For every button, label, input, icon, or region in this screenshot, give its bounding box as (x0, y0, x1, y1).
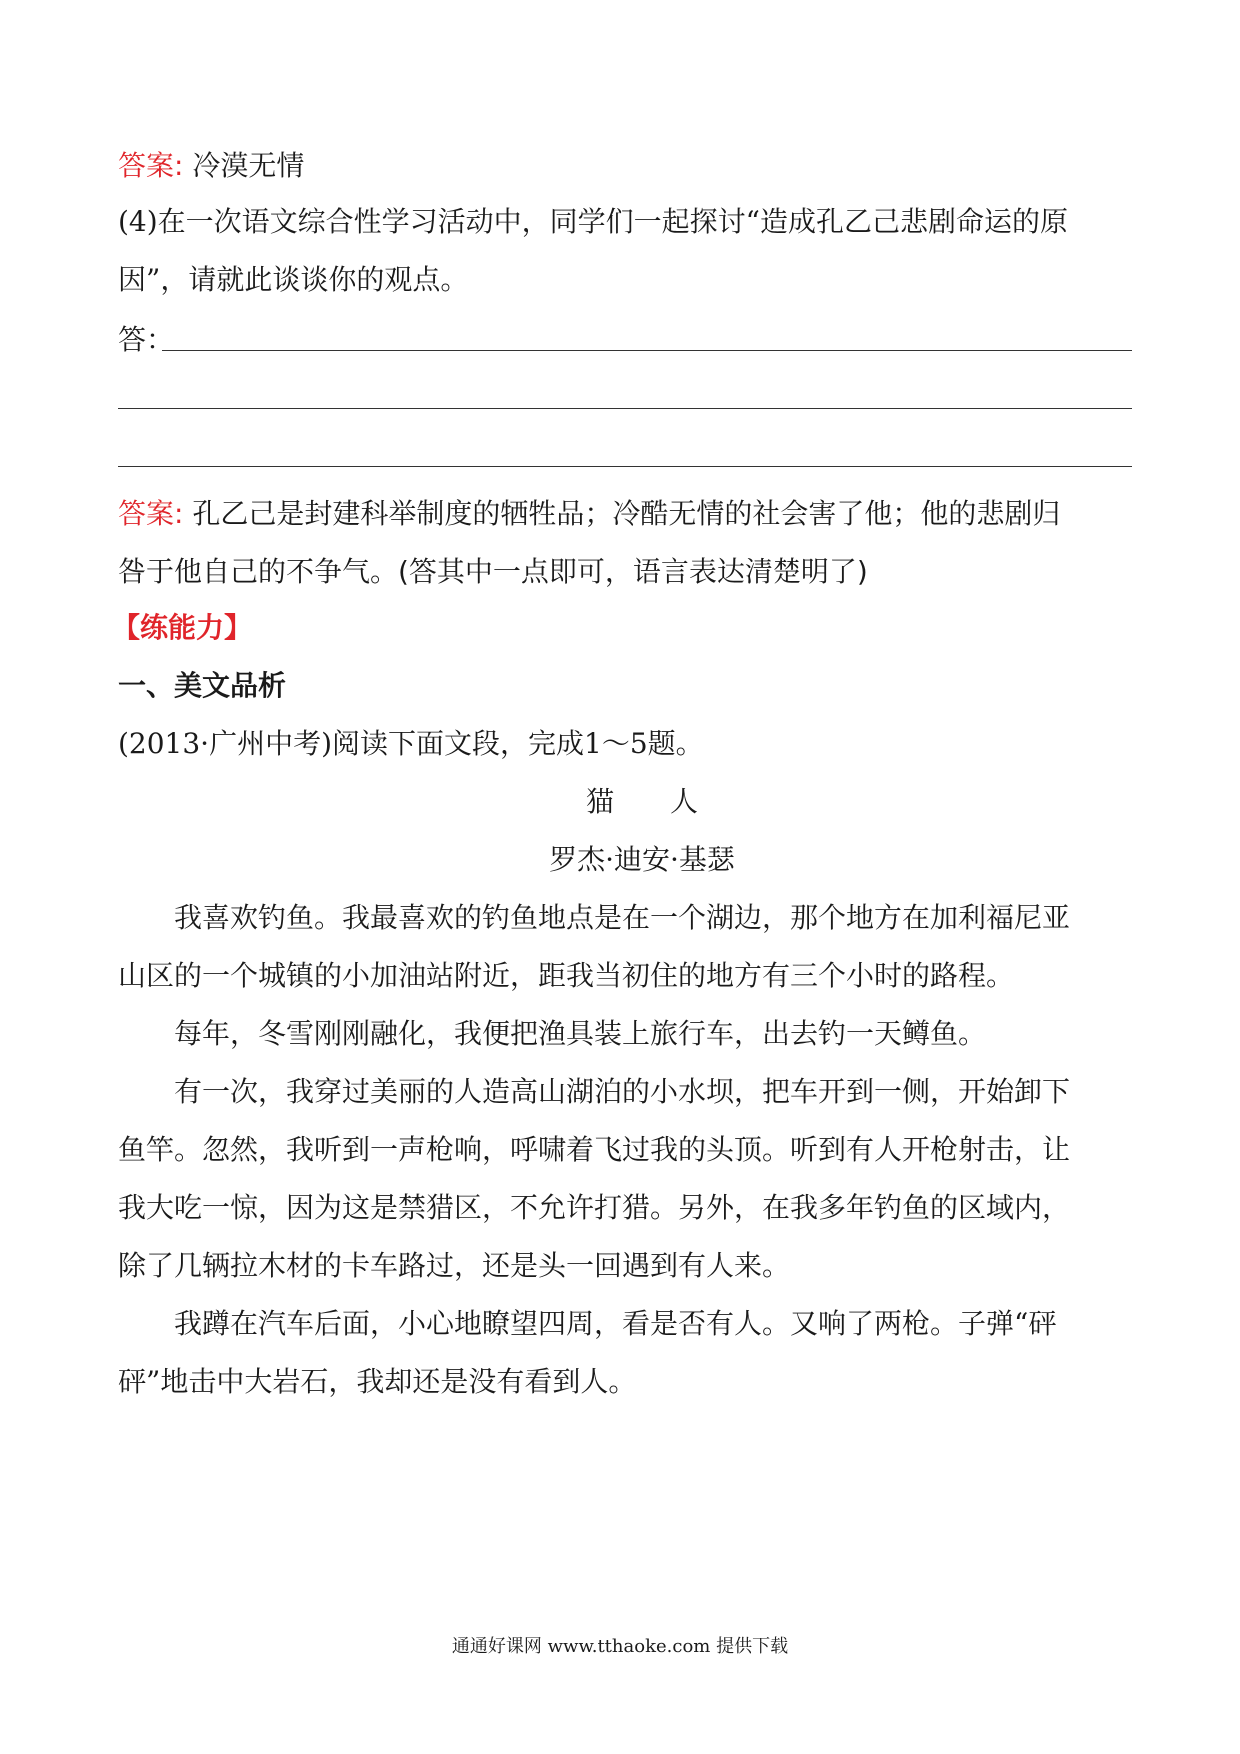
article-line: 山区的一个城镇的小加油站附近，距我当初住的地方有三个小时的路程。 (118, 959, 1015, 992)
answer-1 (118, 146, 1128, 186)
article-line: 我蹲在汽车后面，小心地瞭望四周，看是否有人。又响了两枪。子弹“砰 (174, 1307, 1057, 1340)
question-4-line-1: (4)在一次语文综合性学习活动中，同学们一起探讨“造成孔乙己悲剧命运的原 (118, 205, 1068, 238)
answer-blank-line-1[interactable] (162, 350, 1132, 351)
article-title: 猫 人 (585, 785, 698, 818)
article-line: 除了几辆拉木材的卡车路过，还是头一回遇到有人来。 (118, 1249, 791, 1282)
answer-prompt: 答： (118, 323, 175, 356)
answer-1-text: 冷漠无情 (192, 149, 305, 182)
answer-blank-line-2[interactable] (118, 408, 1132, 409)
answer-2-text-1: 孔乙己是封建科举制度的牺牲品；冷酷无情的社会害了他；他的悲剧归 (192, 497, 1061, 530)
article-line: 鱼竿。忽然，我听到一声枪响，呼啸着飞过我的头顶。听到有人开枪射击，让 (118, 1133, 1071, 1166)
article-author: 罗杰·迪安·基瑟 (549, 843, 735, 876)
article-line: 每年，冬雪刚刚融化，我便把渔具装上旅行车，出去钓一天鳟鱼。 (174, 1017, 987, 1050)
answer-2-line-2: 咎于他自己的不争气。(答其中一点即可，语言表达清楚明了) (118, 555, 868, 588)
answer-label: 答案: (118, 497, 184, 530)
section-practice-heading: 【练能力】 (112, 611, 253, 644)
answer-blank-line-3[interactable] (118, 466, 1132, 467)
article-line: 我喜欢钓鱼。我最喜欢的钓鱼地点是在一个湖边，那个地方在加利福尼亚 (174, 901, 1071, 934)
answer-label: 答案: (118, 149, 184, 182)
section-one-heading: 一、美文品析 (118, 669, 287, 702)
article-line: 有一次，我穿过美丽的人造高山湖泊的小水坝，把车开到一侧，开始卸下 (174, 1075, 1071, 1108)
article-line: 我大吃一惊，因为这是禁猎区，不允许打猎。另外，在我多年钓鱼的区域内， (118, 1191, 1071, 1224)
source-note: (2013·广州中考)阅读下面文段，完成1～5题。 (118, 727, 704, 760)
question-4-line-2: 因”，请就此谈谈你的观点。 (118, 263, 469, 296)
article-line: 砰”地击中大岩石，我却还是没有看到人。 (118, 1365, 637, 1398)
page-footer: 通通好课网 www.tthaoke.com 提供下载 (451, 1636, 789, 1657)
answer-2-line-1 (118, 494, 1128, 534)
